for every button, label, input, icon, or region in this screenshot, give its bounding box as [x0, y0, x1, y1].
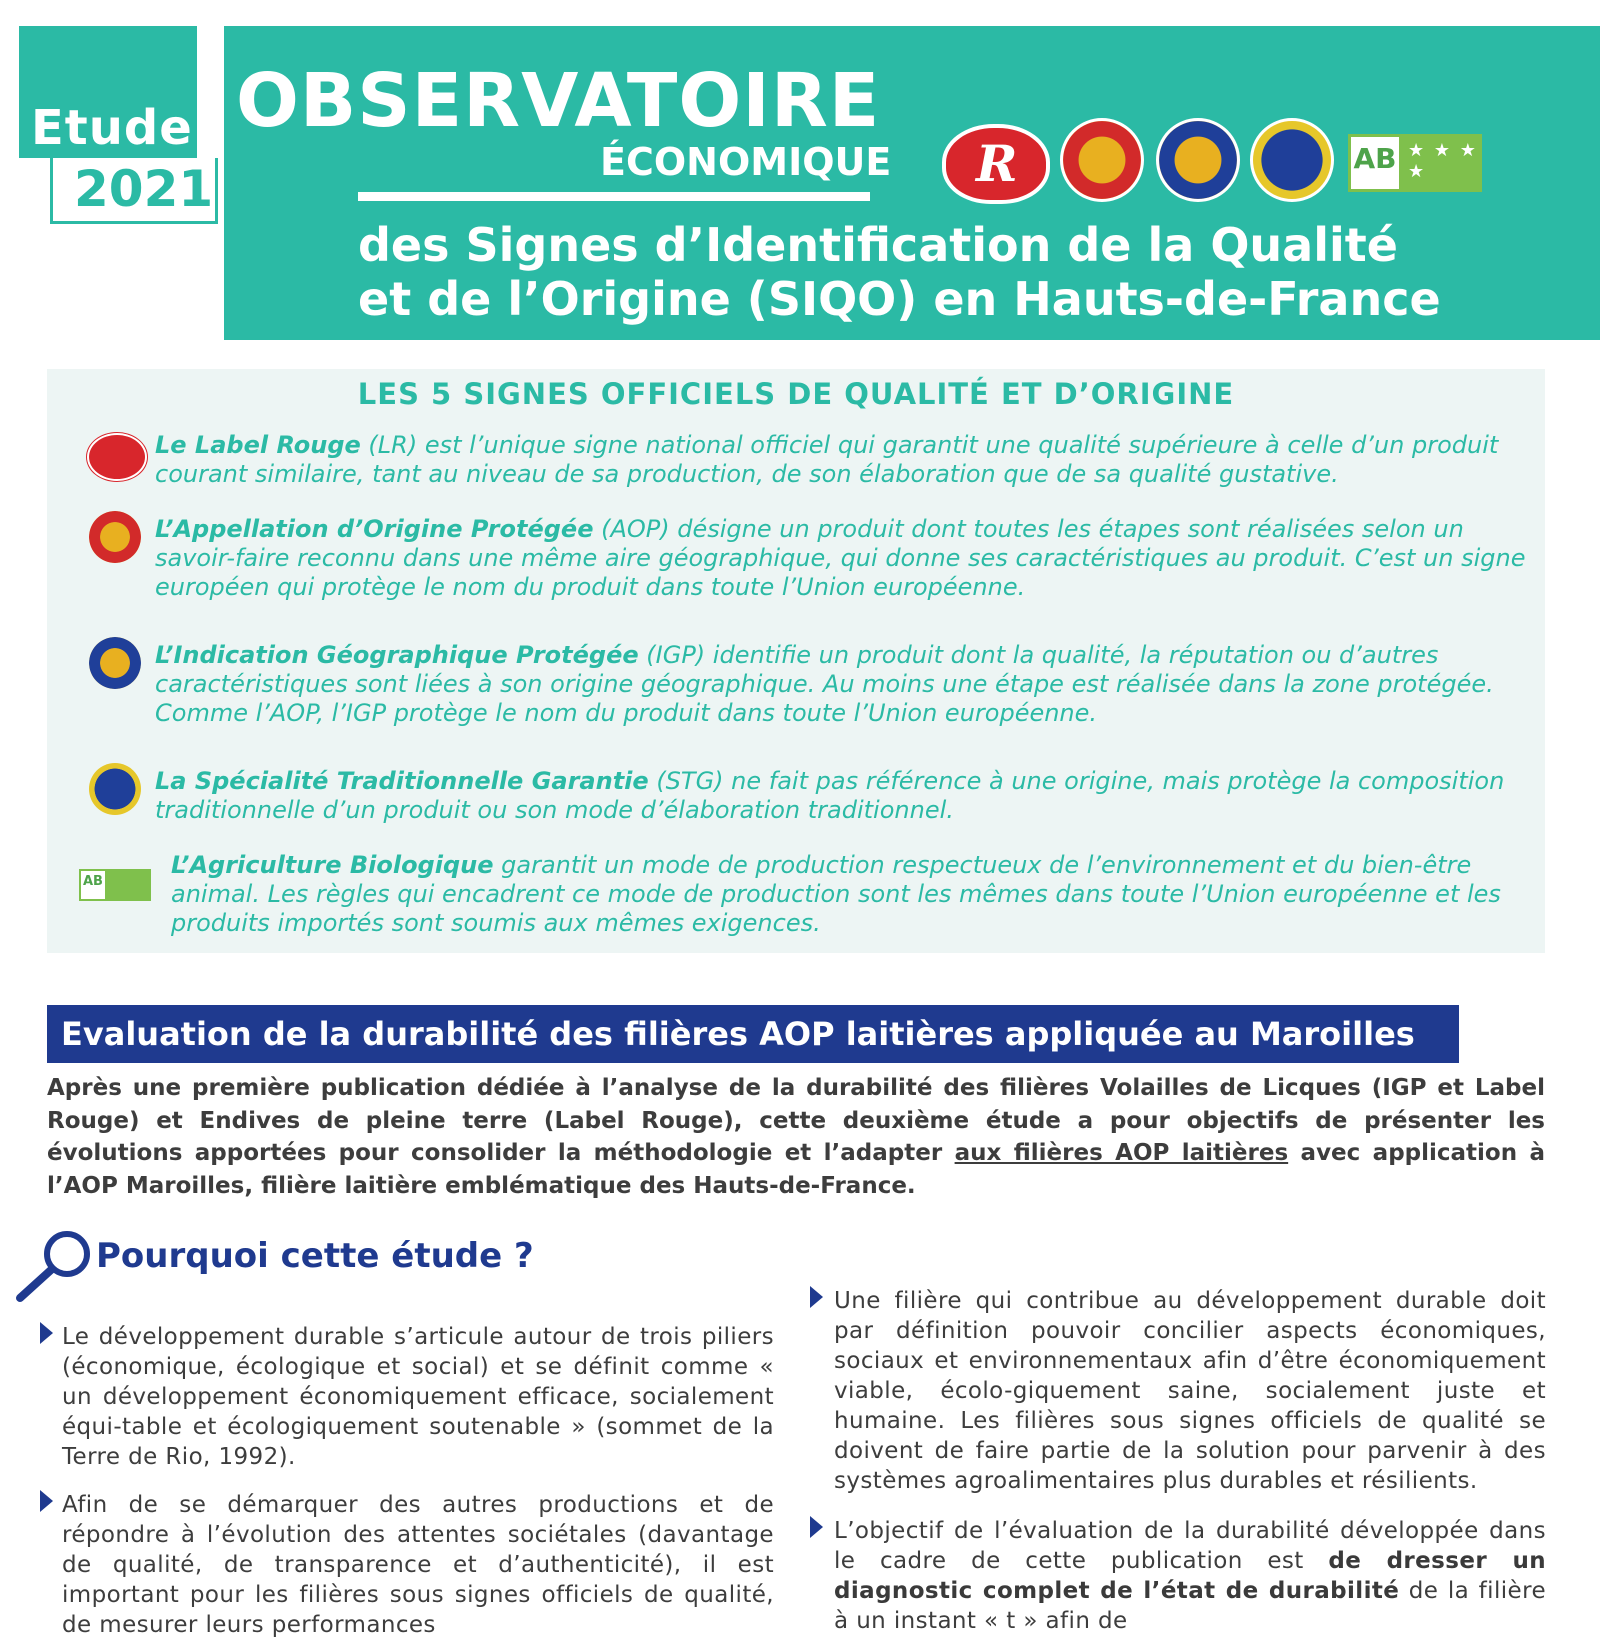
bullet-right-1: Une filière qui contribue au développement durable doit par définition pouvoir concilier aspects économiques, sociaux et environnementaux afin d’être économiquement viable, écolo-giquement saine, socialement juste et humaine. Les filières sous signes officiels de qualité se doivent de faire partie de la solution pour parvenir à des systèmes agroalimentaires plus durables et résilients.: [834, 1288, 1546, 1494]
page-subtitle: ÉCONOMIQUE: [600, 140, 892, 184]
year-label: 2021: [74, 160, 214, 218]
intro-underlined: aux filières AOP laitières: [954, 1140, 1289, 1166]
bullet-arrow-icon: [810, 1286, 823, 1308]
intro-text: Après une première publication dédiée à l’analyse de la durabilité des filières Volailles de Licques (IGP et Label Rouge) et Endives de pleine terre (Label Rouge), cette deuxième étude a pour objectifs de présenter les évolutions apportées pour consolider la méthodologie et l’adapter: [47, 1075, 1545, 1166]
signe-text: garantit un mode de production respectueux de l’environnement et du bien-être animal. Les règles qui encadrent ce mode de production sont les mêmes dans toute l’Union européenne et les produits importés sont soumis aux mêmes exigences.: [171, 851, 1501, 937]
title-divider: [358, 192, 870, 201]
signe-name: L’Agriculture Biologique: [171, 851, 494, 879]
signe-name: L’Appellation d’Origine Protégée: [155, 515, 594, 543]
bullet-arrow-icon: [40, 1490, 53, 1512]
aop-logo: [1060, 118, 1144, 202]
signe-stg: [155, 767, 1545, 825]
bullet-bold-text: de dresser un diagnostic complet de l’état de durabilité: [834, 1548, 1546, 1604]
signe-text: (IGP) identifie un produit dont la qualité, la réputation ou d’autres caractéristiques sont liées à son origine géographique. Au moins une étape est réalisée dans la zone protégée. Comme l’AOP, l’IGP protège le nom du produit dans toute l’Union européenne.: [155, 641, 1494, 727]
signe-name: La Spécialité Traditionnelle Garantie: [155, 767, 649, 795]
section-title: Evaluation de la durabilité des filières AOP laitières appliquée au Maroilles: [61, 1015, 1415, 1053]
signe-igp: [155, 641, 1545, 728]
title-line-2: et de l’Origine (SIQO) en Hauts-de-France: [358, 272, 1441, 326]
bullet-arrow-icon: [810, 1516, 823, 1538]
eu-leaf-icon: ★ ★ ★ ★: [1408, 140, 1478, 182]
agriculture-biologique-icon: [79, 869, 151, 901]
stg-logo: [1250, 118, 1334, 202]
bullet-left-1: Le développement durable s’articule autour de trois piliers (économique, écologique et social) et se définit comme « un développement économiquement efficace, socialement équi-table et écologiquement soutenable » (sommet de la Terre de Rio, 1992).: [62, 1324, 774, 1470]
etude-label: Etude: [31, 100, 193, 156]
page-title: OBSERVATOIRE: [236, 58, 881, 144]
bullet-text: L’objectif de l’évaluation de la durabilité développée dans le cadre de cette publication est: [834, 1518, 1546, 1574]
signe-text: (LR) est l’unique signe national officiel qui garantit une qualité supérieure à celle d’un produit courant similaire, tant au niveau de sa production, de son élaboration que de sa qualité gustative.: [155, 431, 1499, 488]
signe-label-rouge: [155, 431, 1545, 489]
ab-mark: AB: [1351, 137, 1399, 189]
signe-ab: [171, 851, 1545, 938]
bullet-text-end: de la filière à un instant « t » afin de: [834, 1578, 1546, 1634]
label-rouge-logo: R: [942, 124, 1050, 204]
signe-text: (AOP) désigne un produit dont toutes les étapes sont réalisées selon un savoir-faire reconnu dans une même aire géographique, qui donne ses caractéristiques au produit. C’est un signe européen qui protège le nom du produit dans toute l’Union européenne.: [155, 515, 1526, 601]
title-line-1: des Signes d’Identification de la Qualité: [358, 218, 1398, 272]
signes-title: LES 5 SIGNES OFFICIELS DE QUALITÉ ET D’ORIGINE: [357, 377, 1235, 411]
bullet-arrow-icon: [40, 1322, 53, 1344]
signe-name: L’Indication Géographique Protégée: [155, 641, 639, 669]
signe-name: Le Label Rouge: [155, 431, 361, 459]
magnifier-icon: [12, 1226, 102, 1306]
aop-icon: [89, 511, 141, 563]
igp-logo: [1156, 118, 1240, 202]
agriculture-biologique-logo: [1348, 134, 1482, 192]
stg-icon: [89, 763, 141, 815]
intro-text-end: avec application à l’AOP Maroilles, filière laitière emblématique des Hauts-de-France.: [47, 1140, 1546, 1199]
signe-text: (STG) ne fait pas référence à une origine, mais protège la composition traditionnelle d’un produit ou son mode d’élaboration traditionnel.: [155, 767, 1505, 824]
bullet-left-2: Afin de se démarquer des autres productions et de répondre à l’évolution des attentes sociétales (davantage de qualité, de transparence et d’authenticité), il est important pour les filières sous signes officiels de qualité, de mesurer leurs performances: [62, 1492, 774, 1638]
label-rouge-icon: [87, 433, 147, 481]
signe-aop: [155, 515, 1545, 602]
signes-panel: [47, 369, 1545, 953]
pourquoi-heading: Pourquoi cette étude ?: [96, 1236, 534, 1276]
igp-icon: [89, 637, 141, 689]
intro-paragraph: [47, 1072, 1545, 1202]
ab-mark: AB: [81, 871, 105, 899]
section-title-bar: [47, 1005, 1459, 1063]
bullet-right-2: [834, 1516, 1546, 1636]
